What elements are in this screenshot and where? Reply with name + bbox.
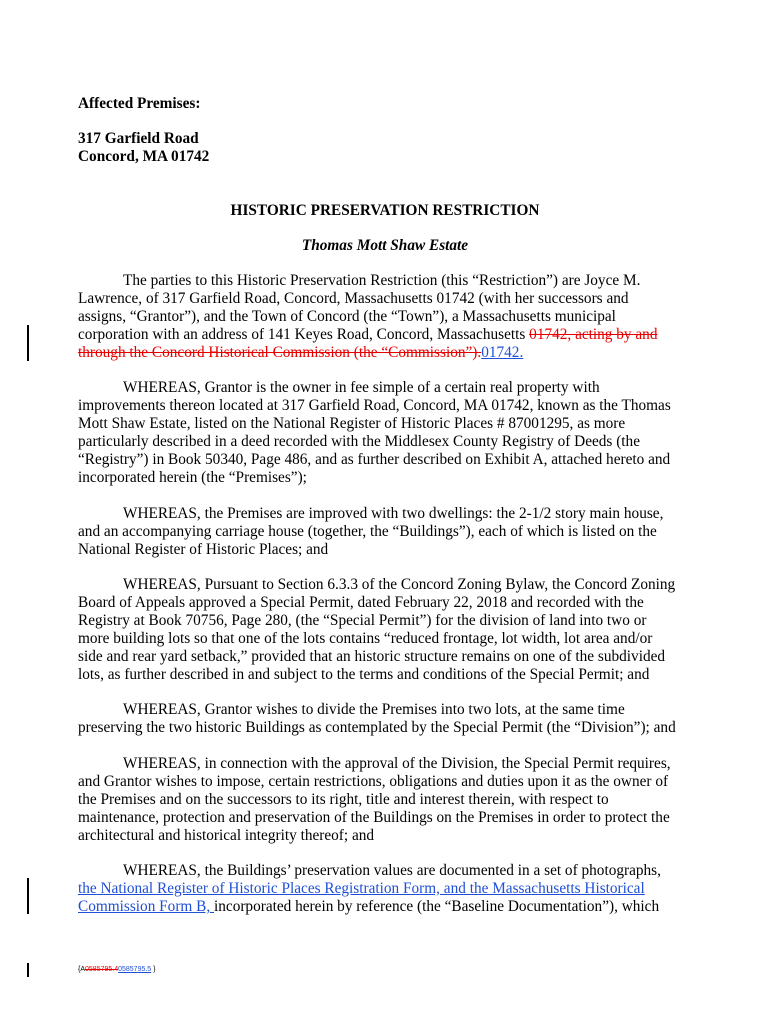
paragraph-parties xyxy=(78,272,678,362)
footer-close: } xyxy=(151,966,156,973)
paragraph-whereas-special-permit-text: WHEREAS, Pursuant to Section 6.3.3 of the Concord Zoning Bylaw, the Concord Zoning Board of Appeals approved a Special Permit, dated February 22, 2018 and recorded with the Registry at Book 70756, Page 280, (the “Special Permit”) for the division of land into two or more building lots so that one of the lots contains “reduced frontage, lot width, lot area and/or side and rear yard setback,” provided that an historic structure remains on one of the subdivided lots, as further described in and subject to the terms and conditions of the Special Permit; and xyxy=(78,576,676,683)
paragraph-parties-text: The parties to this Historic Preservation Restriction (this “Restriction”) are Joyce M. Lawrence, of 317 Garfield Road, Concord, Massachusetts 01742 (with her successors and assigns, “Grantor”), and the Town of Concord (the “Town”), a Massachusetts municipal corporation with an address of 141 Keyes Road, Concord, Massachusetts xyxy=(78,272,641,343)
change-bar xyxy=(27,878,29,914)
address-line-1: 317 Garfield Road xyxy=(78,130,199,147)
paragraph-whereas-baseline xyxy=(78,862,678,916)
inserted-text: 01742. xyxy=(481,344,524,361)
footer-inserted-id: 0585795.5 xyxy=(118,966,152,973)
inserted-text: the National Register of Historic Places Registration Form, and the Massachusetts Historical Commission Form B, xyxy=(78,880,645,915)
paragraph-whereas-restrictions xyxy=(78,755,678,845)
document-id-footer xyxy=(78,966,156,973)
paragraph-whereas-baseline-text: WHEREAS, the Buildings’ preservation values are documented in a set of photographs, xyxy=(123,862,661,879)
paragraph-whereas-owner-text: WHEREAS, Grantor is the owner in fee simple of a certain real property with improvements thereon located at 317 Garfield Road, Concord, MA 01742, known as the Thomas Mott Shaw Estate, listed on the National Register of Historic Places # 87001295, as more particularly described in a deed recorded with the Middlesex County Registry of Deeds (the “Registry”) in Book 50340, Page 486, and as further described on Exhibit A, attached hereto and incorporated herein (the “Premises”); xyxy=(78,379,671,486)
document-subtitle: Thomas Mott Shaw Estate xyxy=(301,237,469,254)
paragraph-whereas-division-text: WHEREAS, Grantor wishes to divide the Premises into two lots, at the same time preserving the two historic Buildings as contemplated by the Special Permit (the “Division”); and xyxy=(78,701,676,736)
paragraph-whereas-division xyxy=(78,701,678,737)
paragraph-whereas-baseline-text-end: incorporated herein by reference (the “Baseline Documentation”), which xyxy=(214,898,660,915)
paragraph-whereas-dwellings xyxy=(78,505,678,559)
paragraph-whereas-special-permit xyxy=(78,576,678,684)
change-bar xyxy=(27,325,29,361)
affected-premises-label: Affected Premises: xyxy=(78,95,201,112)
paragraph-whereas-owner xyxy=(78,379,678,487)
address-line-2: Concord, MA 01742 xyxy=(78,148,210,165)
paragraph-whereas-dwellings-text: WHEREAS, the Premises are improved with two dwellings: the 2-1/2 story main house, and an accompanying carriage house (together, the “Buildings”), each of which is listed on the National Register of Historic Places; and xyxy=(78,505,664,558)
paragraph-whereas-restrictions-text: WHEREAS, in connection with the approval of the Division, the Special Permit requires, and Grantor wishes to impose, certain restrictions, obligations and duties upon it as the owner of the Premises and on the successors to its right, title and interest therein, with respect to maintenance, protection and preservation of the Buildings on the Premises in order to protect the architectural and historical integrity thereof; and xyxy=(78,755,671,844)
change-bar xyxy=(27,963,29,977)
footer-deleted-id: 0585795.4 xyxy=(85,966,119,973)
document-title: HISTORIC PRESERVATION RESTRICTION xyxy=(230,202,540,219)
deleted-text: 01742, acting by and through the Concord Historical Commission (the “Commission”). xyxy=(78,326,658,361)
footer-open: {A xyxy=(78,966,86,973)
